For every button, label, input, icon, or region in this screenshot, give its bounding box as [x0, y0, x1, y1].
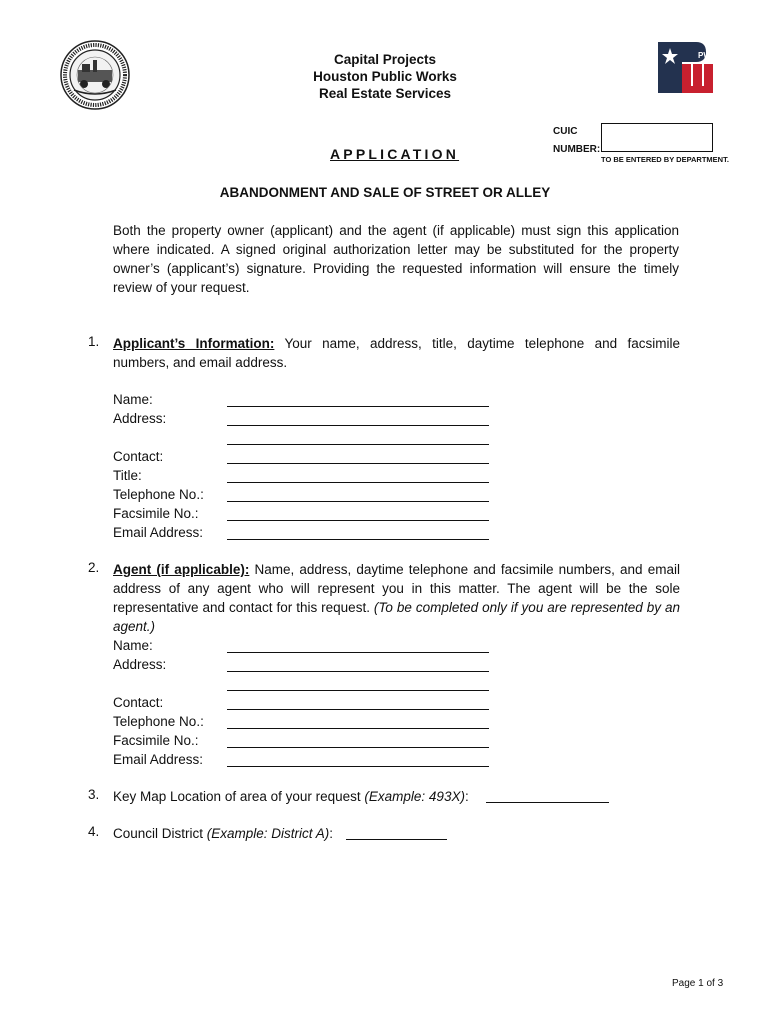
section-3-text: Key Map Location of area of your request (Example: 493X): [113, 789, 469, 804]
agent-address-field[interactable] [227, 671, 489, 672]
applicant-address-field-2[interactable] [227, 444, 489, 445]
applicant-address-label: Address: [113, 411, 167, 426]
applicant-title-field[interactable] [227, 482, 489, 483]
key-map-field[interactable] [486, 802, 609, 803]
applicant-email-field[interactable] [227, 539, 489, 540]
agent-contact-field[interactable] [227, 709, 489, 710]
cuic-note: TO BE ENTERED BY DEPARTMENT. [601, 155, 729, 164]
page-subtitle: ABANDONMENT AND SALE OF STREET OR ALLEY [219, 185, 551, 200]
applicant-address-field[interactable] [227, 425, 489, 426]
applicant-email-label: Email Address: [113, 525, 204, 540]
page-number: Page 1 of 3 [672, 978, 724, 989]
section-1-text: Applicant’s Information: Your name, address, title, daytime telephone and facsimile numbers, and email address. [113, 336, 680, 370]
applicant-facsimile-label: Facsimile No.: [113, 506, 199, 521]
agent-address-field-2[interactable] [227, 690, 489, 691]
applicant-telephone-field[interactable] [227, 501, 489, 502]
section-3-number: 3. [88, 787, 100, 802]
header-line-1: Capital Projects [333, 52, 437, 67]
section-2-note: (To be completed only if you are represented by an agent.) [113, 600, 681, 634]
intro-paragraph: Both the property owner (applicant) and the agent (if applicable) must sign this application where indicated. A signed original authorization letter may be substituted for the property owner’s (applicant’s) signature. Providing the requested information will ensure the timely review of your request. [113, 223, 679, 295]
applicant-contact-field[interactable] [227, 463, 489, 464]
agent-name-label: Name: [113, 638, 153, 653]
agent-email-field[interactable] [227, 766, 489, 767]
section-1-heading: Applicant’s Information: [113, 336, 275, 351]
header-line-2: Houston Public Works [313, 69, 457, 84]
section-2-text: Agent (if applicable): Name, address, daytime telephone and facsimile numbers, and email address of any agent who will represent you in this matter. The agent will be the sole representative and contact for this request. (To be completed only if you are represented by an agent.) [113, 562, 681, 634]
applicant-name-field[interactable] [227, 406, 489, 407]
applicant-telephone-label: Telephone No.: [113, 487, 204, 502]
cuic-label: CUIC NUMBER: [553, 126, 601, 155]
page-header [0, 51, 770, 102]
section-1-number: 1. [88, 334, 100, 349]
page-title: APPLICATION [330, 146, 460, 162]
section-2-number: 2. [88, 560, 100, 575]
applicant-name-label: Name: [113, 392, 153, 407]
section-4-number: 4. [88, 824, 100, 839]
agent-telephone-field[interactable] [227, 728, 489, 729]
applicant-contact-label: Contact: [113, 449, 164, 464]
agent-telephone-label: Telephone No.: [113, 714, 204, 729]
agent-contact-label: Contact: [113, 695, 164, 710]
agent-address-label: Address: [113, 657, 167, 672]
applicant-title-label: Title: [113, 468, 142, 483]
council-district-field[interactable] [346, 839, 447, 840]
agent-name-field[interactable] [227, 652, 489, 653]
cuic-number-field[interactable] [601, 123, 713, 152]
logo-text: PW [698, 51, 711, 60]
agent-email-label: Email Address: [113, 752, 204, 767]
agent-facsimile-field[interactable] [227, 747, 489, 748]
agent-facsimile-label: Facsimile No.: [113, 733, 199, 748]
applicant-facsimile-field[interactable] [227, 520, 489, 521]
section-4-text: Council District (Example: District A): [113, 826, 334, 841]
section-2-heading: Agent (if applicable): [113, 562, 250, 577]
header-line-3: Real Estate Services [318, 86, 452, 101]
